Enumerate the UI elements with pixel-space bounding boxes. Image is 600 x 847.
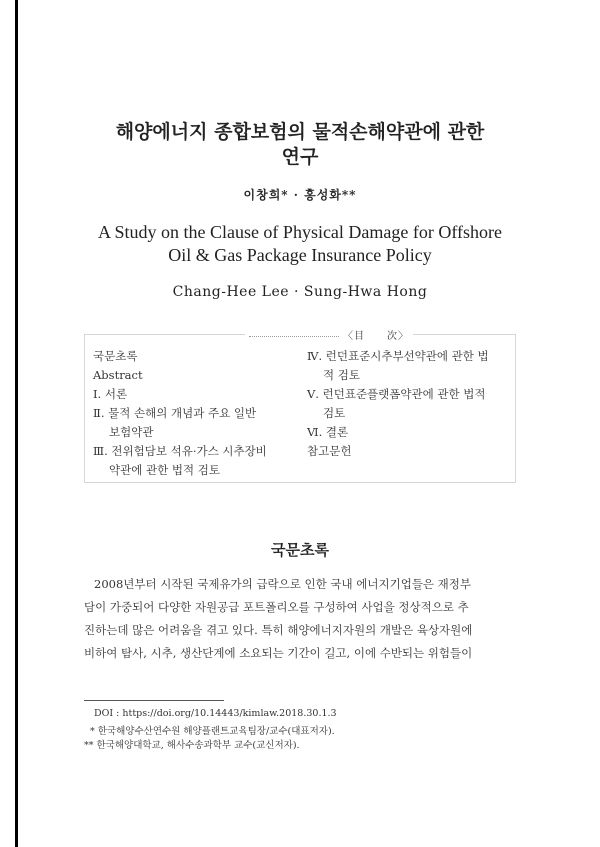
abstract-line: 2008년부터 시작된 국제유가의 급락으로 인한 국내 에너지기업들은 재정부 [94, 577, 472, 591]
abstract-line: 비하여 탐사, 시추, 생산단계에 소요되는 기간이 길고, 이에 수반되는 위험들이 [84, 646, 473, 660]
section-heading-abstract: 국문초록 [271, 541, 329, 559]
abstract-line: 진하는데 많은 어려움을 겪고 있다. 특히 해양에너지자원의 개발은 육상자원에 [84, 623, 473, 637]
table-of-contents [84, 331, 516, 483]
toc-item: Ⅲ. 전위험담보 석유·가스 시추장비 [93, 444, 267, 458]
author2-footnote: ** 한국해양대학교, 해사수송과학부 교수(교신저자). [84, 740, 300, 751]
toc-heading-leader [249, 336, 339, 337]
korean-authors: 이창희* · 홍성화** [243, 188, 357, 202]
page-edge-rule [15, 0, 18, 847]
toc-item: Ⅱ. 물적 손해의 개념과 주요 일반 [93, 406, 257, 420]
author1-footnote: * 한국해양수산연수원 해양플랜트교육팀장/교수(대표저자). [90, 726, 335, 737]
toc-left-column [93, 347, 293, 480]
toc-item: 보험약관 [109, 425, 154, 439]
abstract-line: 담이 가중되어 다양한 자원공급 포트폴리오를 구성하여 사업을 정상적으로 추 [84, 600, 469, 614]
toc-item: Ⅰ. 서론 [93, 387, 128, 401]
toc-item: 참고문헌 [307, 444, 352, 458]
toc-item: 검토 [323, 406, 346, 420]
toc-right-column [307, 347, 511, 461]
toc-item: 적 검토 [323, 368, 360, 382]
toc-heading-label: 〈目 次〉 [343, 331, 409, 342]
korean-title-line-2: 연구 [281, 146, 319, 168]
toc-item: Ⅳ. 런던표준시추부선약관에 관한 법 [307, 349, 489, 363]
toc-item: 약관에 관한 법적 검토 [109, 463, 220, 477]
toc-item: Abstract [93, 368, 143, 382]
english-title-line-2: Oil & Gas Package Insurance Policy [168, 245, 432, 265]
english-authors: Chang-Hee Lee · Sung-Hwa Hong [172, 284, 428, 300]
toc-heading [245, 327, 413, 342]
toc-item: Ⅴ. 런던표준플랫폼약관에 관한 법적 [307, 387, 486, 401]
footnote-divider [84, 700, 224, 701]
doi-footnote: DOI : https://doi.org/10.14443/kimlaw.2018.30.1.3 [94, 708, 337, 719]
toc-item: 국문초록 [93, 349, 138, 363]
toc-item: Ⅵ. 결론 [307, 425, 349, 439]
korean-title-line-1: 해양에너지 종합보험의 물적손해약관에 관한 [115, 121, 485, 143]
english-title-line-1: A Study on the Clause of Physical Damage for Offshore [97, 222, 503, 242]
